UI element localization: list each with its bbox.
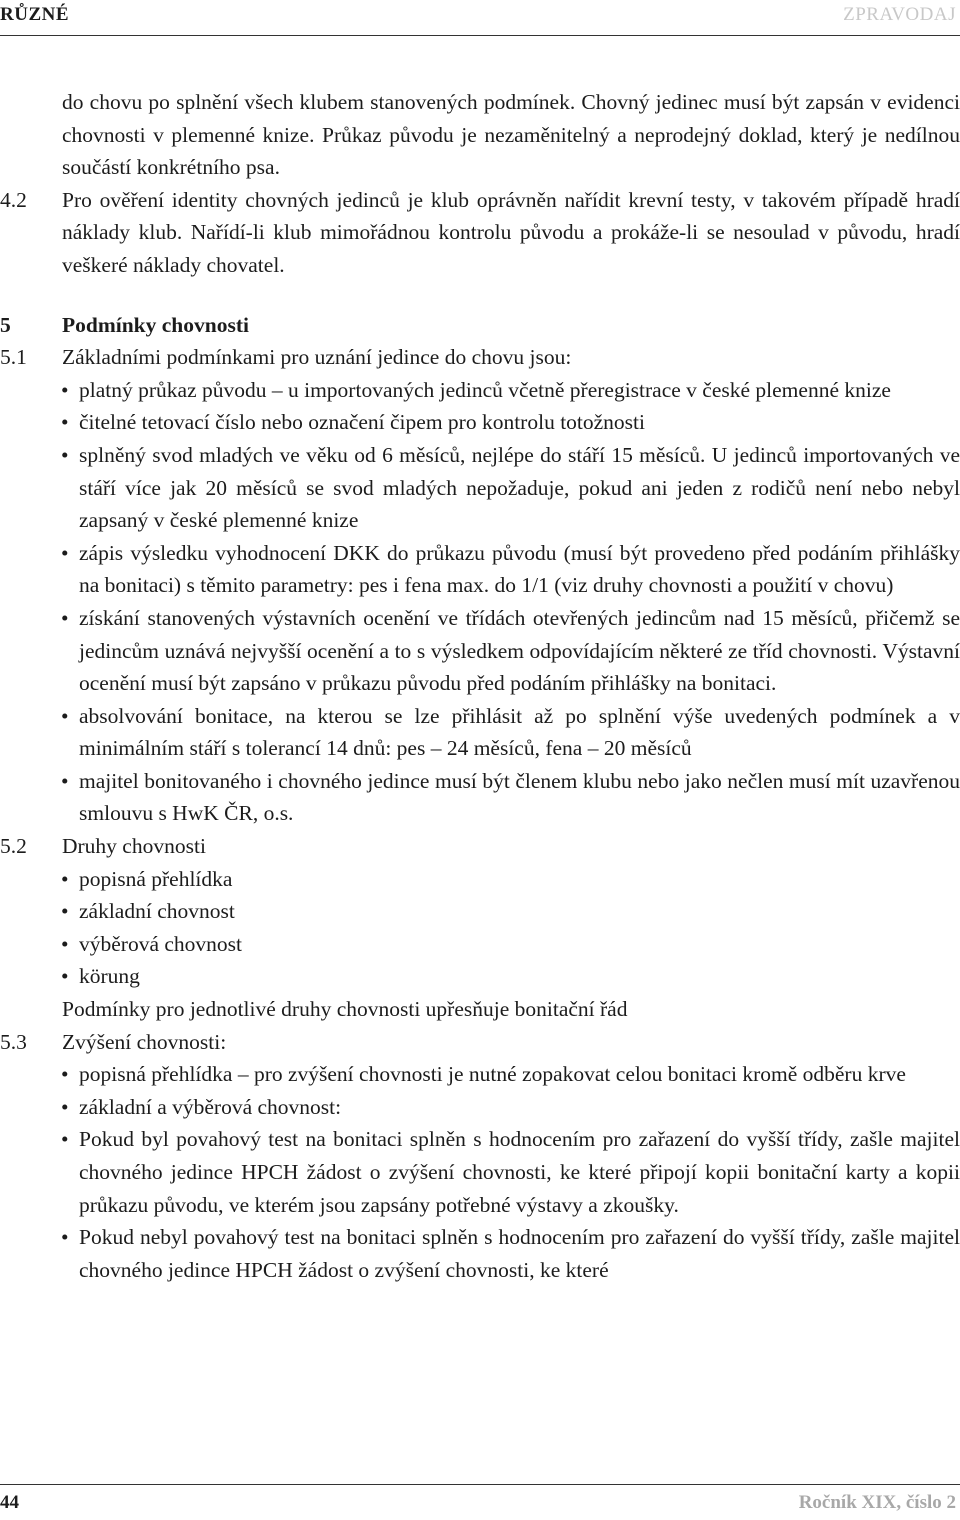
running-header-section: RŮZNÉ [0, 4, 70, 25]
list-item: • výběrová chovnost [0, 928, 960, 961]
list-item: • popisná přehlídka – pro zvýšení chovnosti je nutné zopakovat celou bonitaci kromě odběru krve [0, 1058, 960, 1091]
section-text: Pro ověření identity chovných jedinců je klub oprávněn nařídit krevní testy, v takovém případě hradí náklady klub. Nařídí-li klub mimořádnou kontrolu původu a prokáže-li se nesoulad v původu, hradí veškeré náklady chovatel. [62, 187, 960, 277]
section-5-2 [0, 830, 960, 863]
section-4-2 [0, 184, 960, 282]
section-5-1 [0, 341, 960, 374]
section-number: 5.2 [0, 834, 27, 859]
list-item: • splněný svod mladých ve věku od 6 měsíců, nejlépe do stáří 15 měsíců. U jedinců importovaných ve stáří více jak 20 měsíců se svod mladých nepožaduje, pokud ani jeden z rodičů není nebo nebyl zapsaný v české plemenné knize [0, 439, 960, 537]
list-item: • Pokud byl povahový test na bonitaci splněn s hodnocením pro zařazení do vyšší třídy, zašle majitel chovného jedince HPCH žádost o zvýšení chovnosti, ke které připojí kopii bonitační karty a kopii průkazu původu, ve kterém jsou zapsány potřebné výstavy a zkoušky. [0, 1123, 960, 1221]
section-title: Druhy chovnosti [62, 834, 206, 859]
section-number: 5.3 [0, 1029, 27, 1054]
running-header-publication: ZPRAVODAJ [843, 4, 956, 25]
section-number: 5 [0, 312, 11, 337]
section-5-3 [0, 1026, 960, 1059]
list-item: • körung [0, 960, 960, 993]
list-item: • zápis výsledku vyhodnocení DKK do průkazu původu (musí být provedeno před podáním přihlášky na bonitaci) s těmito parametry: pes i fena max. do 1/1 (viz druhy chovnosti a použití v chovu) [0, 537, 960, 602]
header-rule [0, 35, 960, 36]
section-intro: Základními podmínkami pro uznání jedince do chovu jsou: [62, 345, 572, 370]
page-body [0, 86, 960, 1286]
list-item: • získání stanovených výstavních ocenění ve třídách otevřených jedincům nad 15 měsíců, přičemž se jedincům uznává nejvyšší ocenění a to s výsledkem odpovídajícím některé ze tříd chovnosti. Výstavní ocenění musí být zapsáno v průkazu původu před podáním přihlášky na bonitaci. [0, 602, 960, 700]
section-number: 4.2 [0, 187, 27, 212]
section-title: Zvýšení chovnosti: [62, 1029, 227, 1054]
list-item: • absolvování bonitace, na kterou se lze přihlásit až po splnění výše uvedených podmínek a v minimálním stáří s tolerancí 14 dnů: pes – 24 měsíců, fena – 20 měsíců [0, 700, 960, 765]
list-item: • základní a výběrová chovnost: [0, 1091, 960, 1124]
section-number: 5.1 [0, 345, 27, 370]
continuation-paragraph: do chovu po splnění všech klubem stanovených podmínek. Chovný jedinec musí být zapsán v evidenci chovnosti v plemenné knize. Průkaz původu je nezaměnitelný a neprodejný doklad, který je nedílnou součástí konkrétního psa. [62, 90, 960, 180]
page-number: 44 [0, 1492, 19, 1513]
section-note: Podmínky pro jednotlivé druhy chovnosti upřesňuje bonitační řád [62, 997, 628, 1022]
list-item: • základní chovnost [0, 895, 960, 928]
section-title: Podmínky chovnosti [62, 312, 249, 337]
list-item: • popisná přehlídka [0, 863, 960, 896]
list-item: • Pokud nebyl povahový test na bonitaci splněn s hodnocením pro zařazení do vyšší třídy, zašle majitel chovného jedince HPCH žádost o zvýšení chovnosti, ke které [0, 1221, 960, 1286]
list-item: • platný průkaz původu – u importovaných jedinců včetně přeregistrace v české plemenné knize [0, 374, 960, 407]
footer-rule [0, 1484, 960, 1485]
issue-label: Ročník XIX, číslo 2 [798, 1492, 956, 1513]
section-5-heading [0, 309, 960, 342]
list-item: • majitel bonitovaného i chovného jedince musí být členem klubu nebo jako nečlen musí mít uzavřenou smlouvu s HwK ČR, o.s. [0, 765, 960, 830]
list-item: • čitelné tetovací číslo nebo označení čipem pro kontrolu totožnosti [0, 406, 960, 439]
